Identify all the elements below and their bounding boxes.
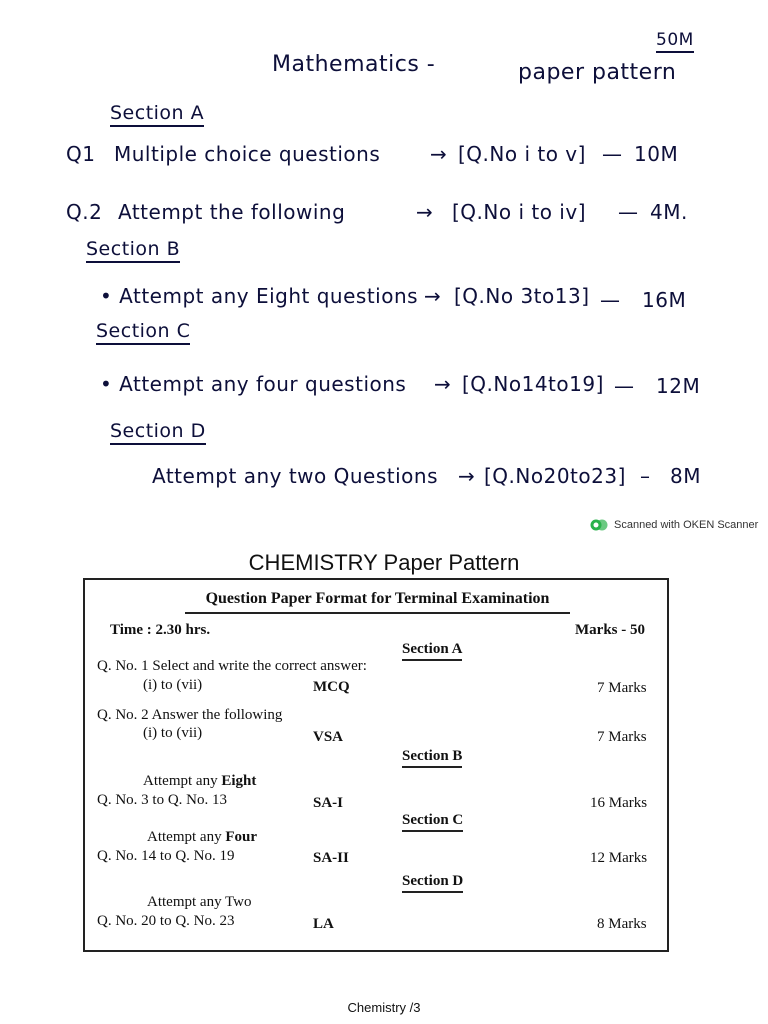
q2-line1: Q. No. 2 Answer the following xyxy=(97,707,283,723)
chemistry-format-box xyxy=(83,578,669,952)
q4-line1 xyxy=(147,829,257,846)
math-q2-dash: — xyxy=(618,200,639,224)
q5-type: LA xyxy=(313,916,334,932)
page-footer: Chemistry /3 xyxy=(347,1000,421,1015)
chem-section-b: Section B xyxy=(402,748,462,768)
chem-section-d: Section D xyxy=(402,873,463,893)
math-q1-text: Multiple choice questions xyxy=(114,142,381,166)
q4-bold: Four xyxy=(225,829,257,845)
math-section-d: Section D xyxy=(110,420,206,445)
q3-type: SA-I xyxy=(313,795,344,811)
scanner-text: Scanned with OKEN Scanner xyxy=(614,519,759,531)
q5-line1 xyxy=(147,894,252,911)
math-section-c: Section C xyxy=(96,320,190,345)
math-title: Mathematics - xyxy=(272,52,436,77)
math-subtitle: paper pattern xyxy=(518,60,677,85)
q5-line2: Q. No. 20 to Q. No. 23 xyxy=(97,913,235,929)
q1-marks: 7 Marks xyxy=(597,680,647,696)
math-section-b: Section B xyxy=(86,238,180,263)
q4-line2: Q. No. 14 to Q. No. 19 xyxy=(97,848,235,864)
math-sc-arrow: → xyxy=(434,372,452,396)
q4-type: SA-II xyxy=(313,850,349,866)
math-sb-range: [Q.No 3to13] xyxy=(454,284,590,308)
total-marks-label: Marks - 50 xyxy=(575,622,645,638)
scanner-logo-icon xyxy=(590,518,608,532)
chem-section-c: Section C xyxy=(402,812,463,832)
math-q2-text: Attempt the following xyxy=(118,200,346,224)
q3-marks: 16 Marks xyxy=(590,795,648,811)
q3-pre: Attempt any xyxy=(143,773,222,789)
q4-pre: Attempt any xyxy=(147,829,226,845)
q2-line2: (i) to (vii) xyxy=(143,725,203,741)
math-sb-marks: 16M xyxy=(642,288,687,312)
scanner-watermark xyxy=(590,518,758,532)
math-sd-marks: 8M xyxy=(670,464,701,488)
math-q1-marks: 10M xyxy=(634,142,679,166)
math-sc-range: [Q.No14to19] xyxy=(462,372,604,396)
box-heading: Question Paper Format for Terminal Examination xyxy=(205,590,550,607)
q2-marks: 7 Marks xyxy=(597,729,647,745)
math-sd-range: [Q.No20to23] xyxy=(484,464,626,488)
math-sb-arrow: → xyxy=(424,284,442,308)
q3-bold: Eight xyxy=(221,773,257,789)
math-sc-dash: — xyxy=(614,374,635,398)
math-q1-number: Q1 xyxy=(66,142,96,166)
math-q1-range: [Q.No i to v] xyxy=(458,142,586,166)
time-label: Time : 2.30 hrs. xyxy=(110,622,211,638)
q1-line1: Q. No. 1 Select and write the correct answer: xyxy=(97,658,367,674)
math-q2-number: Q.2 xyxy=(66,200,103,224)
q5-marks: 8 Marks xyxy=(597,916,647,932)
q3-line1 xyxy=(143,773,256,790)
q4-marks: 12 Marks xyxy=(590,850,648,866)
q5-pre: Attempt any Two xyxy=(147,894,252,910)
q1-line2: (i) to (vii) xyxy=(143,677,203,693)
total-marks: 50M xyxy=(656,30,694,53)
math-q1-arrow: → xyxy=(430,142,448,166)
math-q2-arrow: → xyxy=(416,200,434,224)
math-sc-marks: 12M xyxy=(656,374,701,398)
q1-type: MCQ xyxy=(313,679,350,695)
math-sc-text: • Attempt any four questions xyxy=(100,372,407,396)
math-sb-text: • Attempt any Eight questions xyxy=(100,284,419,308)
math-q1-dash: — xyxy=(602,142,623,166)
math-sd-dash: – xyxy=(640,464,651,488)
math-q2-marks: 4M. xyxy=(650,200,688,224)
math-sb-dash: — xyxy=(600,288,621,312)
math-section-a: Section A xyxy=(110,102,204,127)
math-sd-text: Attempt any two Questions xyxy=(152,464,438,488)
q2-type: VSA xyxy=(313,729,344,745)
q3-line2: Q. No. 3 to Q. No. 13 xyxy=(97,792,227,808)
box-heading-underline xyxy=(185,612,570,614)
math-sd-arrow: → xyxy=(458,464,476,488)
math-q2-range: [Q.No i to iv] xyxy=(452,200,587,224)
chem-section-a: Section A xyxy=(402,641,462,661)
chemistry-title: CHEMISTRY Paper Pattern xyxy=(248,550,520,575)
